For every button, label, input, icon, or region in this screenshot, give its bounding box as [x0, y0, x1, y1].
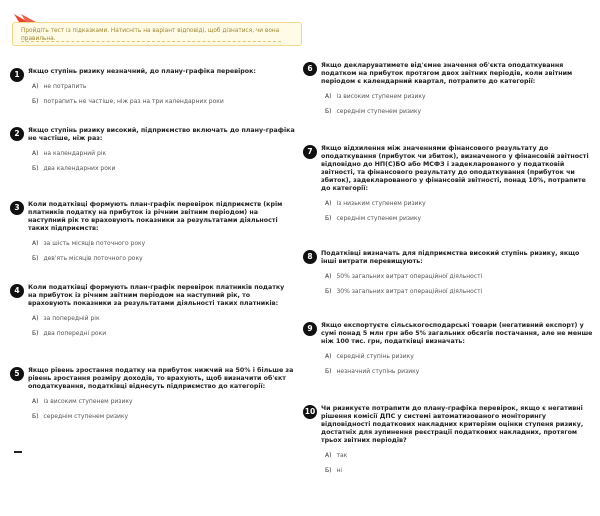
- answer-option-b[interactable]: Б) середнім ступенем ризику: [325, 108, 422, 115]
- answer-option-b[interactable]: Б) два календарних роки: [32, 165, 116, 172]
- question-10: [303, 405, 595, 475]
- question-4: [10, 284, 295, 338]
- question-number: 2: [10, 127, 24, 141]
- answer-option-a[interactable]: А) середній ступінь ризику: [325, 353, 414, 360]
- question-7: [303, 145, 595, 223]
- question-text: Податківці визначать для підприємства високий ступінь ризику, якщо інші витрати перевищують:: [321, 250, 580, 265]
- question-text: Якщо рівень зростання податку на прибуток нижчий на 50% і більше за рівень зростання розміру доходів, то врахують, щоб визначити об'єкт оподаткування, податківці віднесуть підприємство до категорії:: [28, 367, 294, 390]
- answer-option-b[interactable]: Б) дев'ять місяців поточного року: [32, 255, 143, 262]
- answer-option-a[interactable]: А) за попередній рік: [32, 315, 100, 322]
- question-text: Якщо експортуєте сільськогосподарські товари (негативний експорт) у сумі понад 5 млн грн або 5% загальних обсягів постачання, але не менше ніж 100 тис. грн, податківці визначать:: [321, 322, 593, 345]
- answer-option-b[interactable]: Б) середнім ступенем ризику: [325, 215, 422, 222]
- question-1: [10, 68, 295, 106]
- answer-option-b[interactable]: Б) ні: [325, 467, 343, 474]
- answer-option-b[interactable]: Б) 30% загальних витрат операційної діяльності: [325, 288, 483, 295]
- question-number: 10: [303, 405, 317, 419]
- answer-option-b[interactable]: Б) два попередні роки: [32, 330, 107, 337]
- question-number: 8: [303, 250, 317, 264]
- question-text: Чи ризикуєте потрапити до плану-графіка перевірок, якщо є негативні рішення комісії ДПС у системі автоматизованого моніторингу відповідності податкових накладних критеріям оцінки ступеня ризику, достатніх для зупинення реєстрації податкових накладних, протягом трьох звітних періодів?: [321, 405, 584, 444]
- answer-option-a[interactable]: А) не потрапить: [32, 83, 87, 90]
- question-number: 3: [10, 201, 24, 215]
- answer-option-a[interactable]: А) 50% загальних витрат операційної діяльності: [325, 273, 483, 280]
- question-text: Коли податківці формують план-графік перевірок підприємств (крім платників податку на прибуток із річним звітним періодом) на наступний рік то враховують показники за результатами діяльності таких підприємств:: [28, 201, 283, 232]
- question-text: Якщо ступінь ризику незначний, до плану-графіка перевірок:: [28, 68, 256, 75]
- answer-option-a[interactable]: А) на календарний рік: [32, 150, 107, 157]
- question-9: [303, 322, 595, 376]
- answer-option-b[interactable]: Б) незначний ступінь ризику: [325, 368, 420, 375]
- question-5: [10, 367, 295, 421]
- question-text: Якщо ступінь ризику високий, підприємство включать до плану-графіка не частіше, ніж раз:: [28, 127, 295, 142]
- question-6: [303, 62, 595, 116]
- answer-option-b[interactable]: Б) потрапить не частіше, ніж раз на три календарних роки: [32, 98, 224, 105]
- question-text: Якщо відхилення між значеннями фінансового результату до оподаткування (прибуток чи збиток), визначеного у фінансовій звітності відповідно до НП(С)БО або МСФЗ і задекларованого у податковій звітності, та фінансового результату до оподаткування (прибуток чи збиток), задекларованого у фінансовій звітності, понад 10%, потрапите до категорії:: [321, 145, 589, 192]
- answer-option-a[interactable]: А) із високим ступенем ризику: [32, 398, 133, 405]
- divider: [14, 451, 22, 453]
- answer-option-a[interactable]: А) із високим ступенем ризику: [325, 93, 426, 100]
- question-number: 6: [303, 62, 317, 76]
- question-number: 1: [10, 68, 24, 82]
- question-number: 5: [10, 367, 24, 381]
- answer-option-b[interactable]: Б) середнім ступенем ризику: [32, 413, 129, 420]
- answer-option-a[interactable]: А) із низьким ступенем ризику: [325, 200, 426, 207]
- question-number: 7: [303, 145, 317, 159]
- question-8: [303, 250, 595, 296]
- question-number: 9: [303, 322, 317, 336]
- question-text: Коли податківці формують план-графік перевірок платників податку на прибуток із річним звітним періодом на наступний рік, то враховують показники за результатами діяльності таких платників:: [28, 284, 285, 307]
- answer-option-a[interactable]: А) так: [325, 452, 348, 459]
- question-number: 4: [10, 284, 24, 298]
- hint-banner: Пройдіть тест із підказками. Натисніть на варіант відповіді, щоб дізнатися, чи вона правильна.: [12, 22, 302, 46]
- question-2: [10, 127, 295, 173]
- question-3: [10, 201, 295, 263]
- answer-option-a[interactable]: А) за шість місяців поточного року: [32, 240, 146, 247]
- question-text: Якщо декларуватимете від'ємне значення об'єкта оподаткування податком на прибуток протягом двох звітних періодів, коли звітним періодом є календарний квартал, потрапите до категорії:: [321, 62, 573, 85]
